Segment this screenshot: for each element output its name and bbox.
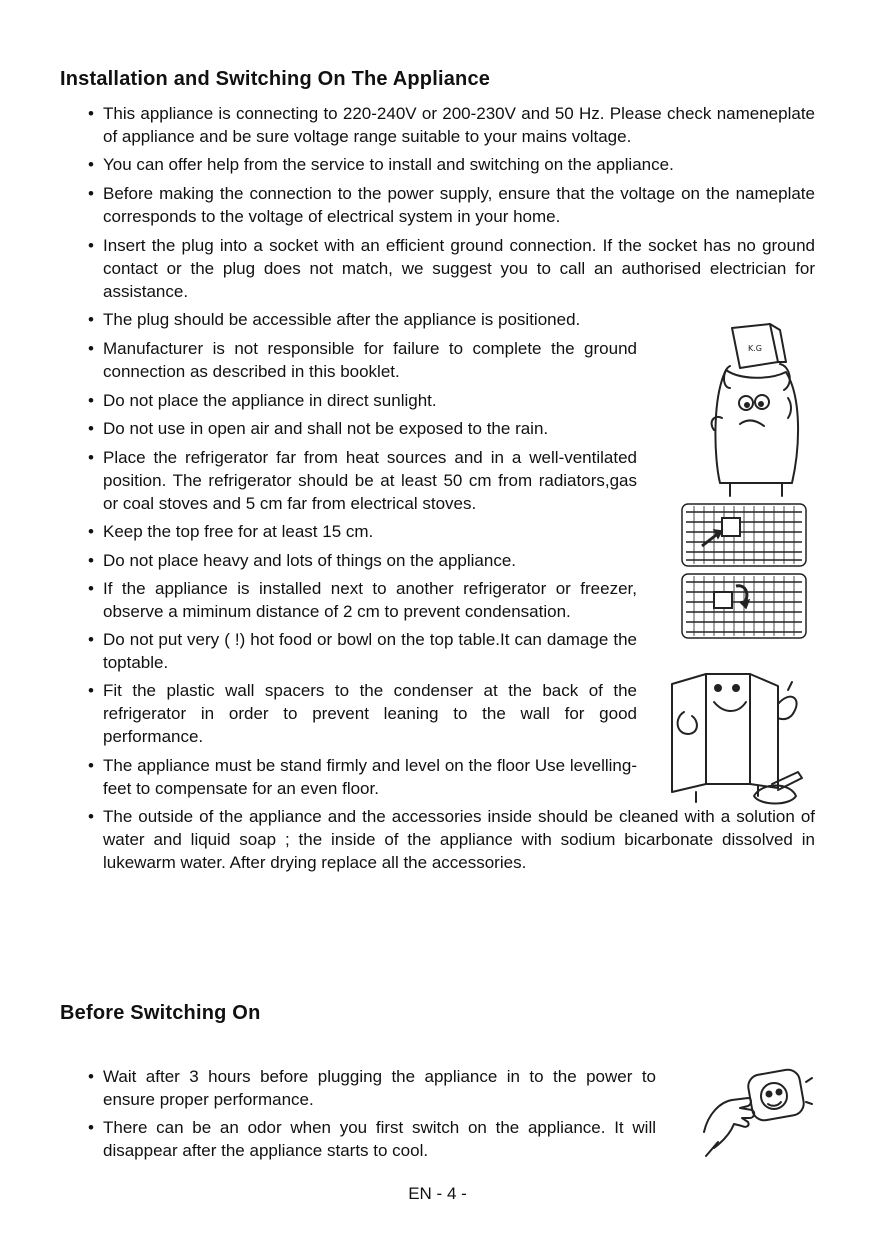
page-number-footer: EN - 4 - — [408, 1184, 467, 1203]
list-item: • Keep the top free for at least 15 cm. — [86, 520, 637, 543]
svg-text:K.G: K.G — [748, 344, 762, 353]
section-heading-before-switching-on: Before Switching On — [60, 1002, 261, 1024]
list-item: • There can be an odor when you first switch on the appliance. It will disappear after the appliance starts to cool. — [86, 1116, 656, 1162]
sad-fridge-carrying-box-illustration — [700, 318, 810, 503]
list-item: • This appliance is connecting to 220-240V or 200-230V and 50 Hz. Please check nameneplate of appliance and be sure voltage range suitable to your mains voltage. — [86, 102, 815, 148]
list-item: • Do not place the appliance in direct sunlight. — [86, 389, 637, 412]
condenser-spacer-top-illustration — [680, 502, 810, 570]
list-item: • Place the refrigerator far from heat sources and in a well-ventilated position. The refrigerator should be at least 50 cm from radiators,gas or coal stoves and 5 cm far from electrical stoves. — [86, 446, 637, 515]
list-item: • The plug should be accessible after the appliance is positioned. — [86, 308, 815, 331]
list-item: • Before making the connection to the power supply, ensure that the voltage on the nameplate corresponds to the voltage of electrical system in your home. — [86, 182, 815, 228]
before-switching-bullet-list — [86, 1065, 656, 1162]
list-item: • Manufacturer is not responsible for failure to complete the ground connection as described in this booklet. — [86, 337, 637, 383]
list-item: • Do not put very ( !) hot food or bowl on the top table.It can damage the toptable. — [86, 628, 637, 674]
list-item: • Do not use in open air and shall not be exposed to the rain. — [86, 417, 637, 440]
list-item: • The appliance must be stand firmly and level on the floor Use levelling-feet to compensate for an even floor. — [86, 754, 637, 800]
list-item: • Do not place heavy and lots of things on the appliance. — [86, 549, 637, 572]
hand-plugging-socket-illustration — [694, 1062, 814, 1162]
list-item: • Wait after 3 hours before plugging the appliance in to the power to ensure proper performance. — [86, 1065, 656, 1111]
list-item: • The outside of the appliance and the accessories inside should be cleaned with a solution of water and liquid soap ; the inside of the appliance with sodium bicarbonate dissolved in lukewarm water. After drying replace all the accessories. — [86, 805, 815, 874]
list-item: • Fit the plastic wall spacers to the condenser at the back of the refrigerator in order to prevent leaning to the wall for good performance. — [86, 679, 637, 748]
list-item: • If the appliance is installed next to another refrigerator or freezer, observe a miminum distance of 2 cm to prevent condensation. — [86, 577, 637, 623]
happy-fridge-leveling-illustration — [666, 668, 806, 808]
section-heading-installation: Installation and Switching On The Appliance — [60, 68, 491, 90]
condenser-spacer-bottom-illustration — [680, 572, 810, 642]
list-item: • You can offer help from the service to install and switching on the appliance. — [86, 153, 815, 176]
list-item: • Insert the plug into a socket with an efficient ground connection. If the socket has no ground contact or the plug does not match, we suggest you to call an authorised electrician for assistance. — [86, 234, 815, 303]
